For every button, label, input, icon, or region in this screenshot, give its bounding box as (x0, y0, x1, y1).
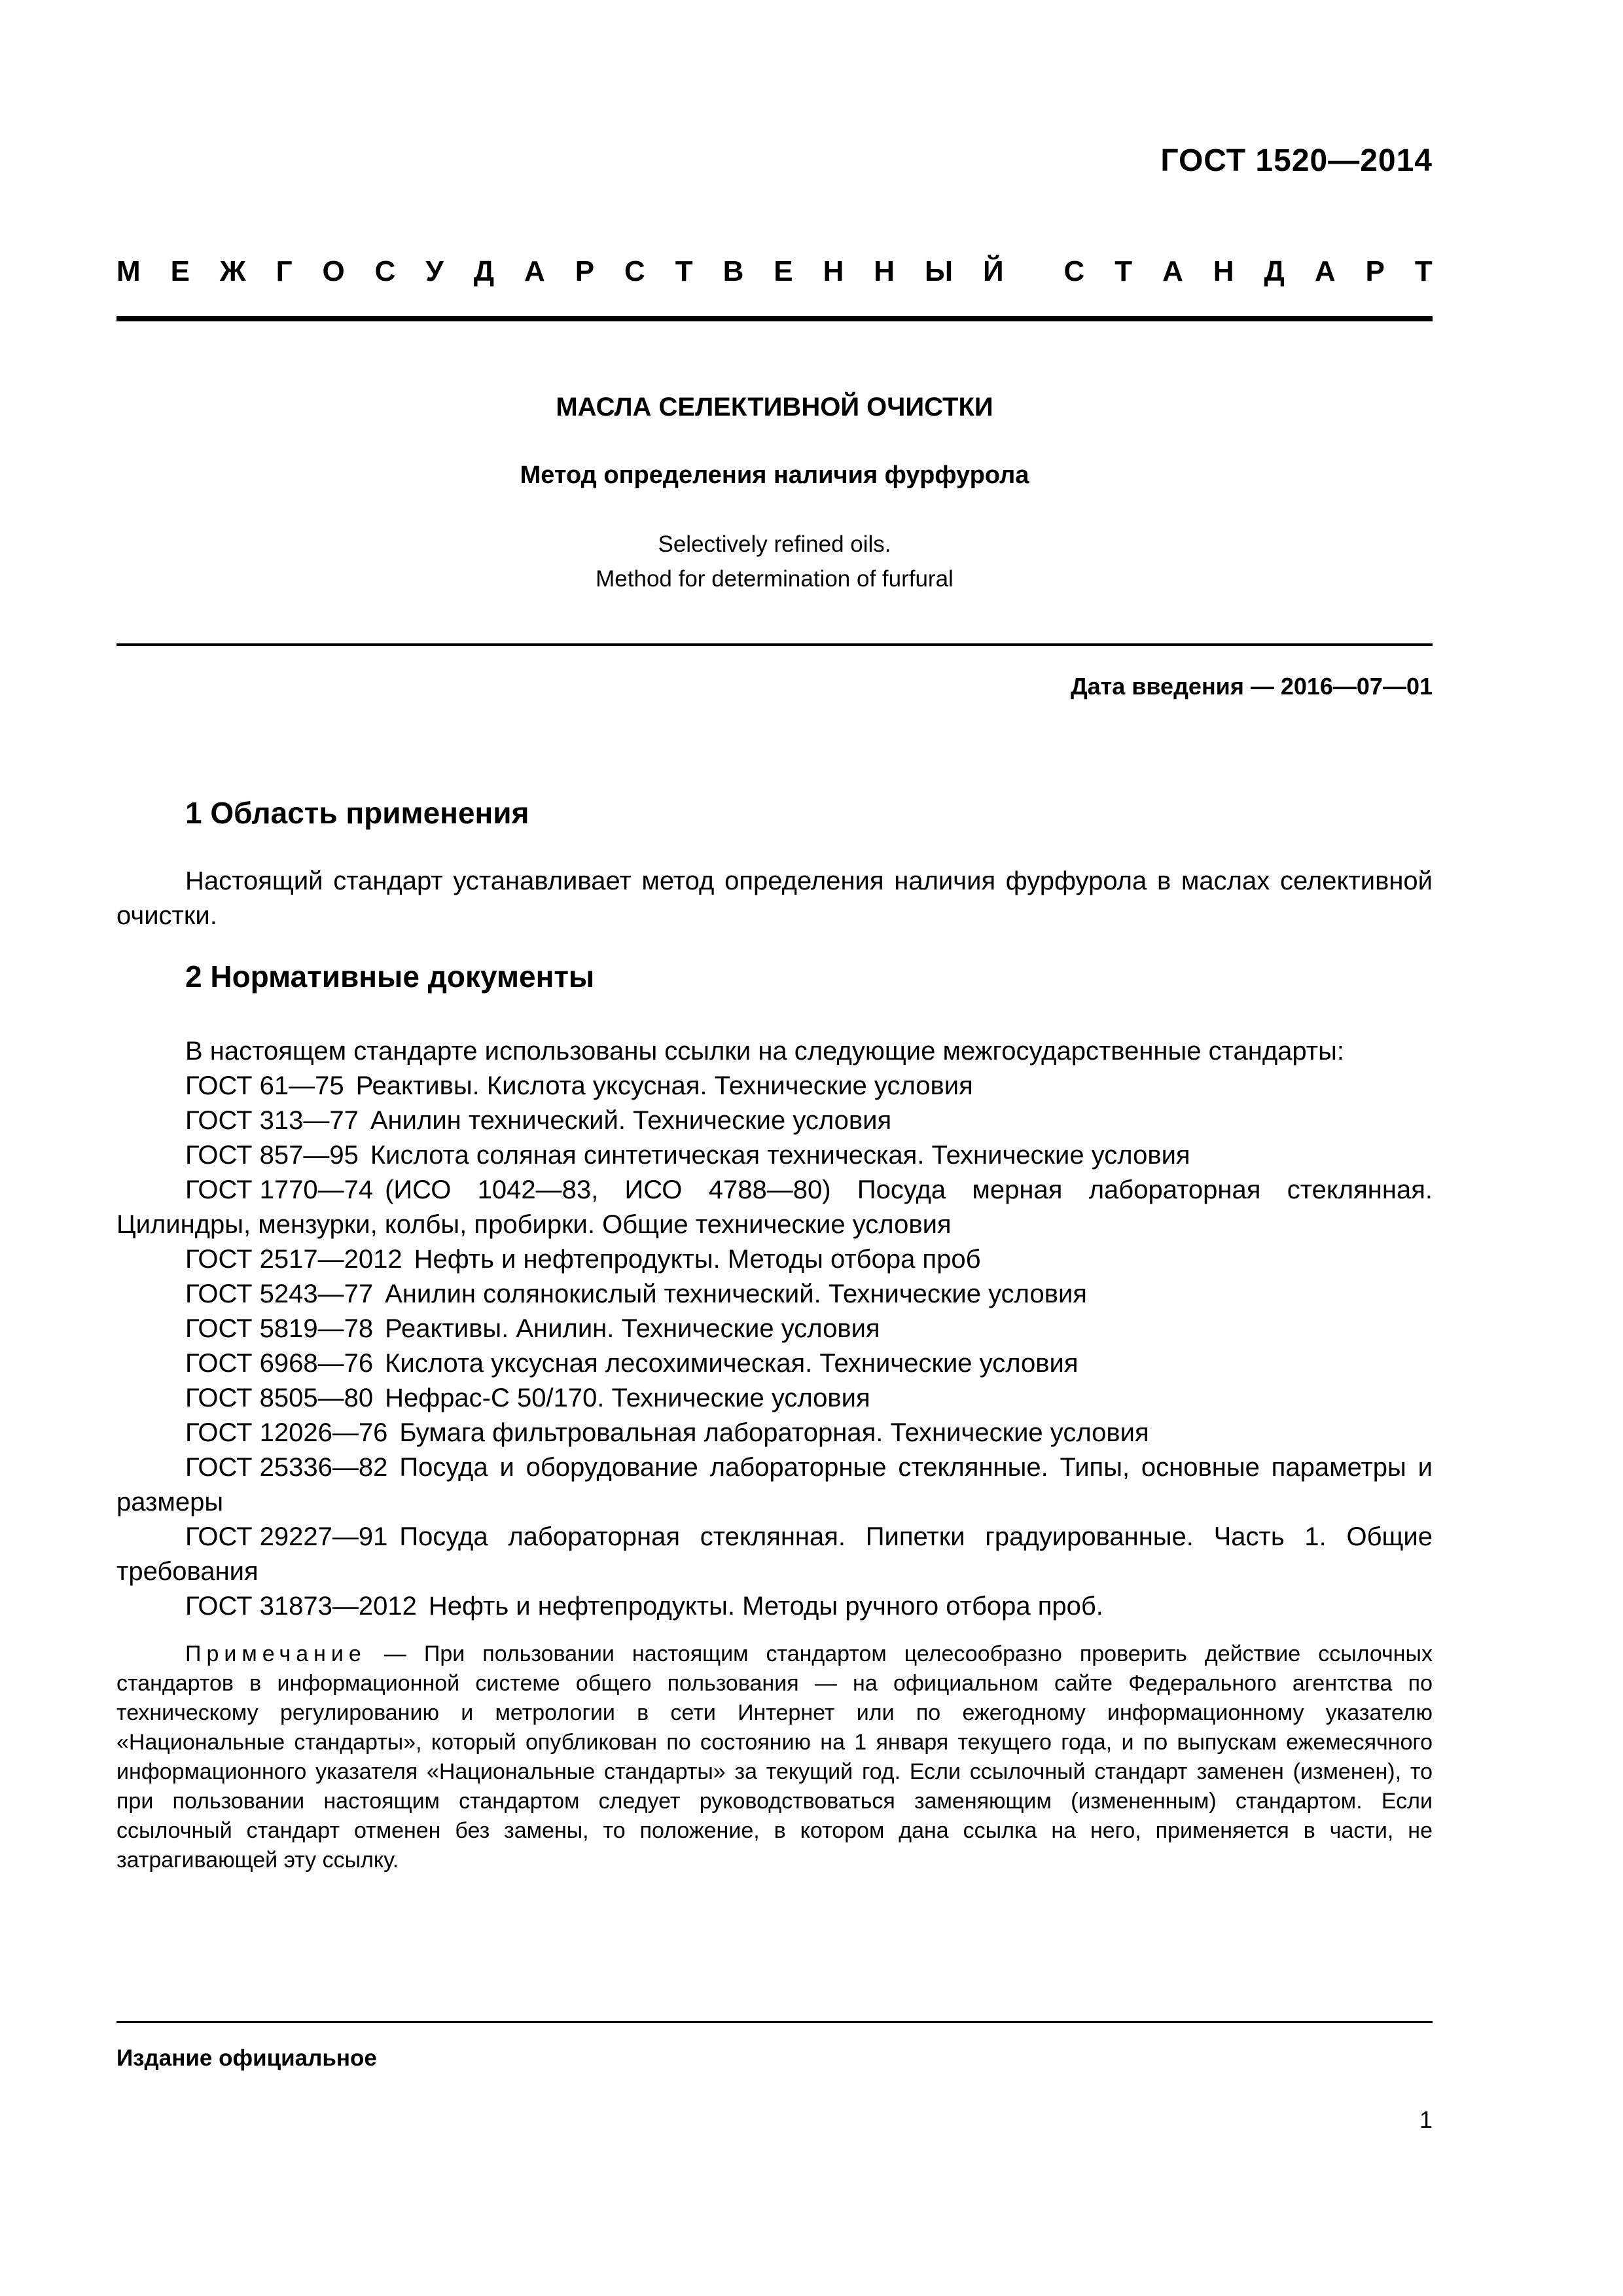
banner-letter: Й (983, 255, 1004, 287)
reference-title: Посуда и оборудование лабораторные стеклянные. Типы, основные параметры и размеры (116, 1453, 1433, 1516)
footer-rule (116, 2021, 1433, 2023)
note-text: — При пользовании настоящим стандартом целесообразно проверить действие ссылочных стандартов в информационной системе общего пользования — на официальном сайте Федерального агентства по техническому регулированию и метрологии в сети Интернет или по ежегодному информационному указателю «Национальные стандарты», который опубликован по состоянию на 1 января текущего года, и по выпускам ежемесячного информационного указателя «Национальные стандарты» за текущий год. Если ссылочный стандарт заменен (изменен), то при пользовании настоящим стандартом следует руководствоваться заменяющим (измененным) стандартом. Если ссылочный стандарт отменен без замены, то положение, в котором дана ссылка на него, применяется в части, не затрагивающей эту ссылку. (116, 1641, 1433, 1873)
banner-letter: Е (170, 255, 190, 287)
references-intro: В настоящем стандарте использованы ссылки на следующие межгосударственные стандарты: (185, 1037, 1344, 1066)
banner-letter: М (116, 255, 141, 287)
banner-letter: С (1063, 255, 1085, 287)
reference-item (116, 1381, 1433, 1416)
banner-letter: В (722, 255, 744, 287)
reference-code: ГОСТ 25336—82 (185, 1453, 388, 1482)
reference-item (116, 1277, 1433, 1312)
section-scope-text (116, 864, 1433, 933)
reference-code: ГОСТ 8505—80 (185, 1384, 374, 1412)
reference-title: Нефть и нефтепродукты. Методы ручного отбора проб. (428, 1592, 1103, 1621)
reference-item (116, 1138, 1433, 1173)
edition-label: Издание официальное (116, 2045, 377, 2071)
reference-title: Посуда лабораторная стеклянная. Пипетки градуированные. Часть 1. Общие требования (116, 1522, 1433, 1586)
banner-letter: Т (675, 255, 693, 287)
banner-letter: Е (774, 255, 793, 287)
banner-letter: Ж (219, 255, 246, 287)
banner-letter: Н (823, 255, 844, 287)
note-label: Примечание (185, 1641, 366, 1666)
reference-title: Кислота соляная синтетическая техническая. Технические условия (370, 1141, 1190, 1170)
reference-code: ГОСТ 31873—2012 (185, 1592, 417, 1621)
banner-letter: А (1314, 255, 1336, 287)
banner-letter: Т (1115, 255, 1133, 287)
banner-letter: С (624, 255, 645, 287)
reference-code: ГОСТ 6968—76 (185, 1349, 374, 1378)
banner-letter: Ы (925, 255, 954, 287)
reference-code: ГОСТ 61—75 (185, 1071, 344, 1100)
english-title (116, 527, 1433, 596)
page-number: 1 (1419, 2106, 1433, 2133)
reference-item (116, 1312, 1433, 1346)
reference-code: ГОСТ 5819—78 (185, 1314, 374, 1343)
banner-letter: Р (575, 255, 595, 287)
reference-item (116, 1520, 1433, 1589)
reference-code: ГОСТ 313—77 (185, 1106, 359, 1135)
reference-item (116, 1103, 1433, 1138)
banner-letter: О (322, 255, 345, 287)
document-title: МАСЛА СЕЛЕКТИВНОЙ ОЧИСТКИ (556, 393, 993, 422)
reference-item (116, 1450, 1433, 1520)
title-rule (116, 643, 1433, 646)
banner-letter: Р (1365, 255, 1385, 287)
banner-letter: А (524, 255, 545, 287)
banner-letter: А (1162, 255, 1183, 287)
reference-title: Кислота уксусная лесохимическая. Технические условия (385, 1349, 1079, 1378)
reference-title: Бумага фильтровальная лабораторная. Технические условия (399, 1418, 1149, 1447)
reference-title: (ИСО 1042—83, ИСО 4788—80) Посуда мерная лабораторная стеклянная. Цилиндры, мензурки, колбы, пробирки. Общие технические условия (116, 1175, 1433, 1239)
banner-letter: С (374, 255, 396, 287)
section-heading-references: 2 Нормативные документы (185, 960, 595, 994)
reference-code: ГОСТ 2517—2012 (185, 1245, 402, 1274)
reference-code: ГОСТ 12026—76 (185, 1418, 388, 1447)
english-title-line: Selectively refined oils. (658, 531, 891, 557)
banner-letter: Н (1213, 255, 1234, 287)
reference-item (116, 1416, 1433, 1450)
introduction-date: Дата введения — 2016—07—01 (1070, 673, 1433, 700)
reference-title: Анилин солянокислый технический. Технические условия (385, 1280, 1087, 1308)
reference-item (116, 1346, 1433, 1381)
reference-title: Анилин технический. Технические условия (370, 1106, 892, 1135)
banner-letter: Г (276, 255, 293, 287)
references-list (116, 1034, 1433, 1624)
reference-title: Нефть и нефтепродукты. Методы отбора проб (414, 1245, 981, 1274)
standard-type-banner (116, 255, 1433, 288)
note (116, 1640, 1433, 1875)
banner-letter: У (425, 255, 444, 287)
reference-code: ГОСТ 29227—91 (185, 1522, 388, 1551)
document-subtitle: Метод определения наличия фурфурола (520, 461, 1029, 489)
reference-item (116, 1589, 1433, 1624)
reference-code: ГОСТ 1770—74 (185, 1175, 374, 1204)
banner-letter: Т (1414, 255, 1433, 287)
reference-code: ГОСТ 857—95 (185, 1141, 359, 1170)
banner-letter: Д (1264, 255, 1285, 287)
reference-title: Реактивы. Анилин. Технические условия (385, 1314, 880, 1343)
english-title-line: Method for determination of furfural (596, 566, 954, 592)
reference-item (116, 1242, 1433, 1277)
banner-letter: Н (874, 255, 895, 287)
banner-letter: Д (473, 255, 495, 287)
reference-item (116, 1173, 1433, 1242)
reference-code: ГОСТ 5243—77 (185, 1280, 374, 1308)
reference-item (116, 1069, 1433, 1103)
section-heading-scope: 1 Область применения (185, 796, 529, 830)
standard-code: ГОСТ 1520—2014 (1160, 143, 1433, 178)
header-rule (116, 316, 1433, 321)
reference-title: Нефрас-С 50/170. Технические условия (385, 1384, 870, 1412)
reference-title: Реактивы. Кислота уксусная. Технические условия (355, 1071, 973, 1100)
scope-paragraph: Настоящий стандарт устанавливает метод определения наличия фурфурола в маслах селективной очистки. (116, 867, 1433, 930)
